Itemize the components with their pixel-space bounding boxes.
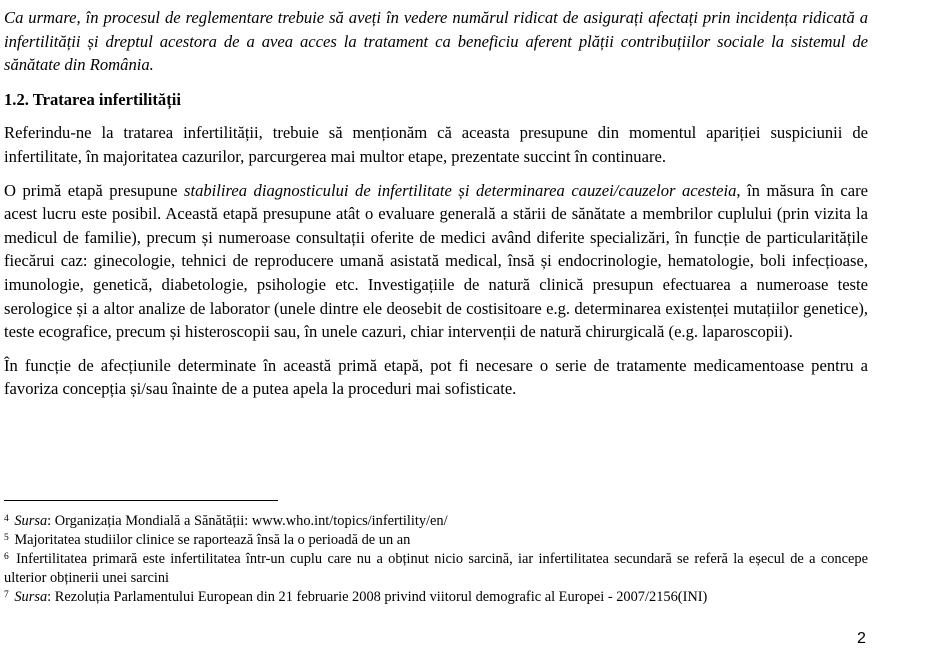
- paragraph-first-stage-rest: , în măsura în care acest lucru este posibil. Această etapă presupune atât o evaluare generală a stării de sănătate a membrilor cuplului (prin vizita la medicul de familie), precum și numeroase consultații oferite de medici având diferite specializări, în funcție de particularitățile fiecărui caz: ginecologie, tehnici de reproducere umană asistată medical, însă și endocrinologie, hematologie, boli infecțioase, imunologie, genetică, diabetologie, psihologie etc. Investigațiile de natură clinică presupun efectuarea a numeroase teste serologice și a altor analize de laborator (unele dintre ele deosebit de costisitoare e.g. determinarea existenței mutațiilor genetice), teste ecografice, precum și histeroscopii sau, în unele cazuri, chiar intervenții de natură chirurgicală (e.g. laparoscopii).: [4, 180, 868, 342]
- paragraph-first-stage: [4, 179, 868, 344]
- footnote-4-number: 4: [4, 514, 9, 524]
- paragraph-first-stage-start: O primă etapă presupune: [4, 180, 185, 200]
- section-heading: 1.2. Tratarea infertilității: [4, 89, 181, 109]
- footnote-4-text: : Organizația Mondială a Sănătății: www.who.int/topics/infertility/en/: [47, 513, 448, 529]
- footnote-6-number: 6: [4, 552, 9, 562]
- intro-paragraph: Ca urmare, în procesul de reglementare trebuie să aveți în vedere numărul ridicat de asigurați afectați prin incidența ridicată a infertilității și dreptul acestora de a avea acces la tratament ca beneficiu aferent plății contribuțiilor sociale la sistemul de sănătate din România.: [4, 8, 868, 75]
- page-number: 2: [857, 630, 866, 647]
- footnote-6: [4, 550, 868, 588]
- footnote-4: [4, 512, 868, 531]
- footnote-5-text: Majoritatea studiilor clinice se raportează însă la o perioadă de un an: [14, 532, 411, 548]
- footnotes: [4, 512, 868, 607]
- document-body: [4, 6, 868, 401]
- footnote-7: [4, 588, 868, 607]
- paragraph-medication: În funcție de afecțiunile determinate în această primă etapă, pot fi necesare o serie de tratamente medicamentoase pentru a favoriza concepția și/sau înainte de a putea apela la proceduri mai sofisticate.: [4, 355, 868, 399]
- paragraph-first-stage-emphasis: stabilirea diagnosticului de infertilitate și determinarea cauzei/cauzelor acesteia: [184, 180, 737, 200]
- footnote-6-text: Infertilitatea primară este infertilitatea într-un cuplu care nu a obținut nicio sarcină, iar infertilitatea secundară se referă la eșecul de a concepe ulterior obținerii unei sarcini: [4, 551, 868, 586]
- footnote-7-label: Sursa: [14, 589, 48, 605]
- footnote-7-number: 7: [4, 590, 9, 600]
- paragraph-treatment-intro: Referindu-ne la tratarea infertilității, trebuie să menționăm că aceasta presupune din momentul apariției suspiciunii de infertilitate, în majoritatea cazurilor, parcurgerea mai multor etape, prezentate succint în continuare.: [4, 123, 868, 166]
- footnote-4-label: Sursa: [14, 513, 48, 529]
- footnote-separator: [4, 500, 278, 501]
- footnote-7-text: : Rezoluția Parlamentului European din 21 februarie 2008 privind viitorul demografic al Europei - 2007/2156(INI): [47, 589, 708, 605]
- footnote-5-number: 5: [4, 533, 9, 543]
- footnote-5: [4, 531, 868, 550]
